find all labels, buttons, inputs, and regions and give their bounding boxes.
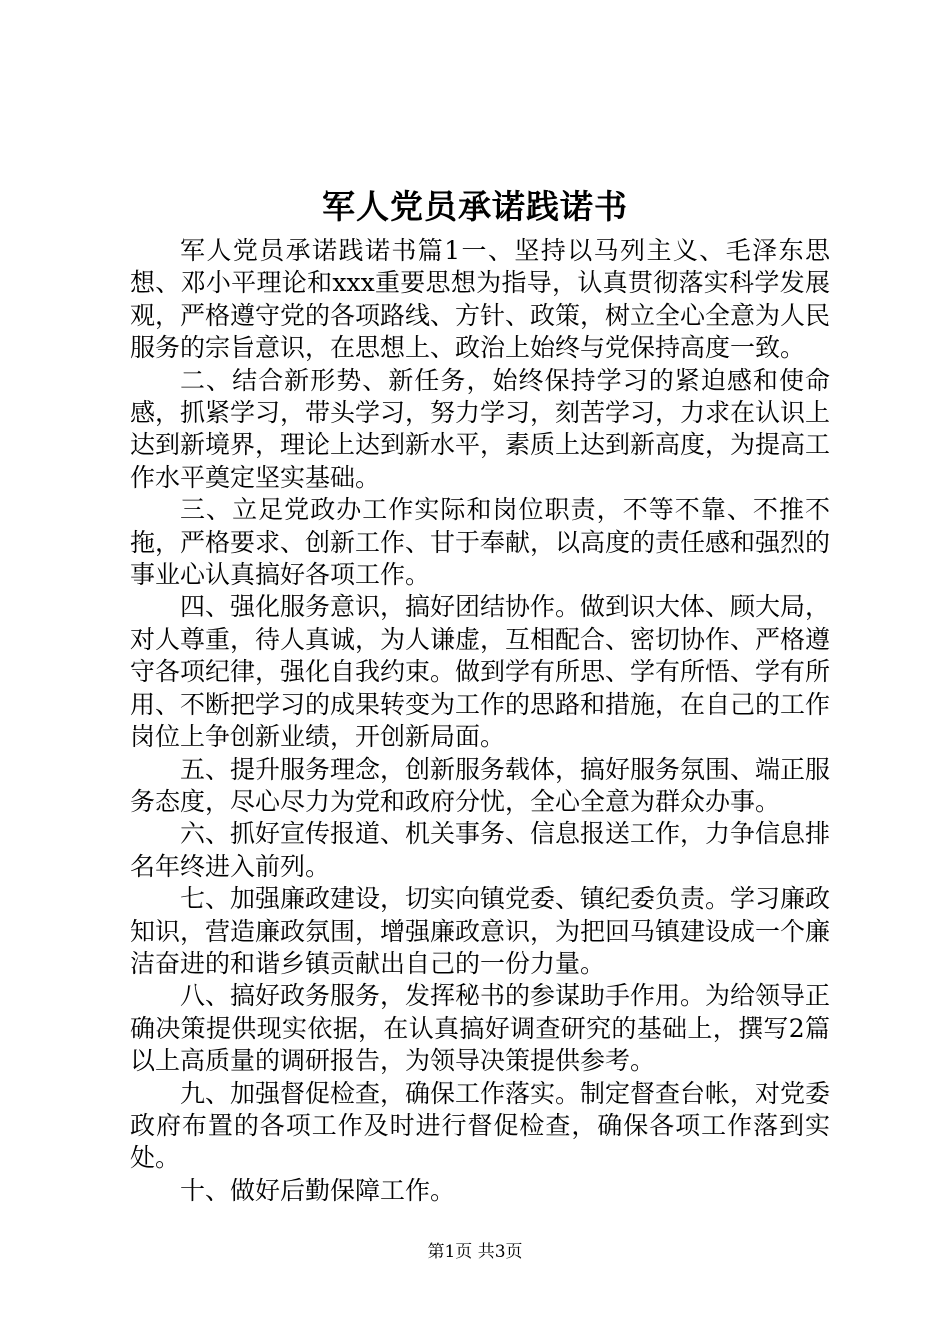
paragraph-5: 五、提升服务理念，创新服务载体，搞好服务氛围、端正服务态度，尽心尽力为党和政府分忧，全心全意为群众办事。: [130, 754, 831, 816]
paragraph-10: 十、做好后勤保障工作。: [180, 1175, 456, 1205]
paragraph-6: 六、抓好宣传报道、机关事务、信息报送工作，力争信息排名年终进入前列。: [130, 819, 831, 881]
page-number-footer: 第1页 共3页: [427, 1242, 523, 1262]
paragraph-3: 三、立足党政办工作实际和岗位职责，不等不靠、不推不拖，严格要求、创新工作、甘于奉献，以高度的责任感和强烈的事业心认真搞好各项工作。: [130, 495, 831, 590]
paragraph-9: 九、加强督促检查，确保工作落实。制定督查台帐，对党委政府布置的各项工作及时进行督促检查，确保各项工作落到实处。: [130, 1078, 831, 1173]
paragraph-8: 八、搞好政务服务，发挥秘书的参谋助手作用。为给领导正确决策提供现实依据，在认真搞好调查研究的基础上，撰写2篇以上高质量的调研报告，为领导决策提供参考。: [130, 981, 831, 1076]
paragraph-1: 军人党员承诺践诺书篇1一、坚持以马列主义、毛泽东思想、邓小平理论和xxx重要思想为指导，认真贯彻落实科学发展观，严格遵守党的各项路线、方针、政策，树立全心全意为人民服务的宗旨意识，在思想上、政治上始终与党保持高度一致。: [130, 236, 831, 363]
document-title: 军人党员承诺践诺书: [322, 187, 628, 226]
document-body: [130, 235, 830, 1207]
paragraph-4: 四、强化服务意识，搞好团结协作。做到识大体、顾大局，对人尊重，待人真诚，为人谦虚，互相配合、密切协作、严格遵守各项纪律，强化自我约束。做到学有所思、学有所悟、学有所用、不断把学习的成果转变为工作的思路和措施，在自己的工作岗位上争创新业绩，开创新局面。: [130, 592, 831, 752]
paragraph-2: 二、结合新形势、新任务，始终保持学习的紧迫感和使命感，抓紧学习，带头学习，努力学习，刻苦学习，力求在认识上达到新境界，理论上达到新水平，素质上达到新高度，为提高工作水平奠定坚实基础。: [130, 365, 831, 492]
paragraph-7: 七、加强廉政建设，切实向镇党委、镇纪委负责。学习廉政知识，营造廉政氛围，增强廉政意识，为把回马镇建设成一个廉洁奋进的和谐乡镇贡献出自己的一份力量。: [130, 884, 831, 978]
